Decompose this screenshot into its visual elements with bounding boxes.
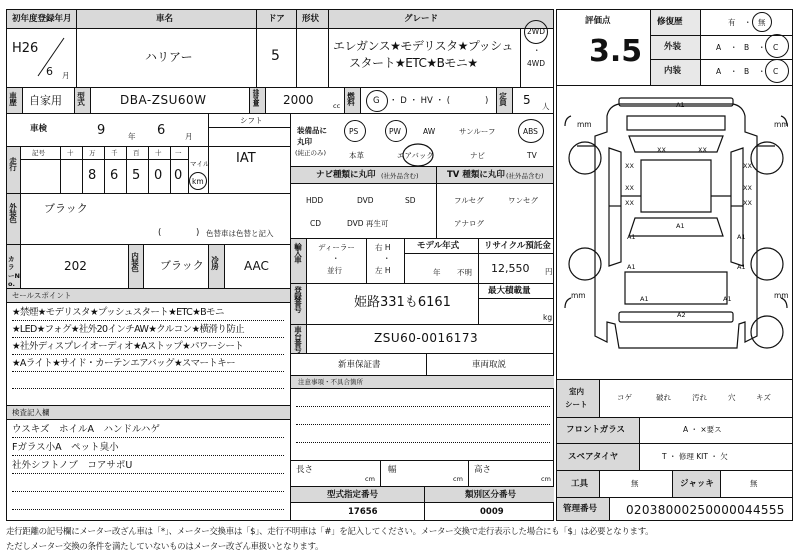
car-name-value: ハリアー — [145, 50, 193, 64]
equip-leather: 本革 — [349, 151, 364, 160]
inspection-year-unit: 年 — [128, 132, 136, 141]
type-no-value: 17656 — [348, 507, 378, 517]
interior-grade-a: A — [716, 67, 722, 76]
height-unit: cm — [541, 475, 551, 483]
grade-line1: エレガンス★モデリスタ★プッシュ — [333, 39, 513, 53]
repair-dot: ・ — [744, 18, 752, 27]
registration-label: 登録番号 — [293, 286, 303, 312]
inspector-note-line: ウスキズ ホイルA ハンドルハゲ — [12, 424, 160, 435]
sales-point-line: ★LED★フォグ★社外20インチAW★クルコン★横滑り防止 — [12, 324, 244, 335]
max-load-unit: kg — [543, 313, 553, 322]
mm-label-fr: mm — [774, 120, 789, 129]
damage-mark: A1 — [723, 295, 732, 303]
exterior-note: 色替車は色替と記入 — [206, 229, 274, 238]
seat-burn: コゲ — [617, 393, 632, 402]
fuel-label: 燃料 — [346, 92, 356, 105]
chassis-label: 車台番号 — [293, 326, 303, 352]
mile-label: マイル — [190, 160, 210, 168]
import-dot-2: ・ — [383, 254, 391, 263]
registration-value: 姫路331も6161 — [354, 295, 451, 310]
interior-seat-label-1: 室内 — [569, 387, 584, 396]
damage-mark: XX — [625, 184, 634, 192]
exterior-color-label: 外装色 — [8, 203, 18, 223]
tv-oneseg: ワンセグ — [508, 196, 538, 205]
shift-value: IAT — [236, 151, 256, 166]
navi-title-note: (社外品含む) — [381, 172, 419, 180]
damage-mark: A1 — [676, 222, 685, 230]
mm-label-rl: mm — [571, 291, 586, 300]
max-load-label: 最大積載量 — [488, 286, 531, 296]
equipment-title-1: 装備品に — [297, 126, 327, 135]
length-unit: cm — [365, 475, 375, 483]
drive-dot: ・ — [533, 46, 541, 55]
interior-seat-label-2: シート — [565, 400, 588, 409]
management-value: 02038000250000044555 — [626, 503, 785, 517]
notes-label: 注意事項・不具合箇所 — [298, 378, 363, 386]
first-reg-label: 初年度登録年月 — [12, 14, 72, 24]
score-label: 評価点 — [585, 16, 611, 26]
import-parallel: 並行 — [327, 266, 342, 275]
interior-color-label: 内装色 — [130, 252, 140, 272]
capacity-value: 5 — [523, 93, 531, 107]
exterior-color-value: ブラック — [44, 202, 88, 215]
fuel-options: ・ D ・ HV ・ ( — [389, 96, 451, 106]
inspection-month: 6 — [157, 123, 166, 138]
equip-navi: ナビ — [470, 151, 485, 160]
drive-4wd: 4WD — [527, 59, 545, 68]
seat-tear: 破れ — [656, 393, 671, 402]
recycle-value: 12,550 — [491, 262, 530, 275]
tv-fullseg: フルセグ — [454, 196, 484, 205]
model-year-unknown: 不明 — [457, 268, 472, 277]
warranty-new-car: 新車保証書 — [338, 360, 381, 370]
first-reg-month-unit: 月 — [62, 71, 70, 80]
damage-mark: A1 — [627, 233, 636, 241]
import-right-h: 右 H — [375, 243, 391, 252]
repair-none: 無 — [758, 18, 766, 27]
damage-mark: A1 — [737, 263, 746, 271]
grade-label: グレード — [404, 14, 439, 24]
class-no-value: 0009 — [480, 507, 504, 517]
fuel-close: ) — [485, 96, 489, 106]
inspector-note-line: Fガラス小A ペット臭小 — [12, 442, 119, 453]
spare-tire-label: スペアタイヤ — [568, 452, 619, 462]
damage-mark: A1 — [676, 101, 685, 109]
model-label: 型式 — [76, 92, 86, 105]
equip-tv: TV — [527, 151, 537, 160]
category-value: 自家用 — [29, 94, 62, 107]
capacity-label: 定員 — [498, 92, 508, 105]
equipment-title-2: 丸印 — [297, 137, 312, 146]
exterior-grade-b: B — [744, 43, 750, 52]
jack-value: 無 — [750, 479, 758, 488]
aircon-label: 冷房 — [210, 256, 220, 269]
category-label: 車歴 — [8, 92, 18, 105]
exterior-grade-label: 外装 — [664, 42, 682, 52]
damage-mark: XX — [625, 199, 634, 207]
tv-analog: アナログ — [454, 219, 484, 228]
height-label: 高さ — [474, 465, 492, 475]
damage-mark: XX — [698, 146, 707, 154]
interior-grade-label: 内装 — [664, 66, 682, 76]
length-label: 長さ — [296, 465, 314, 475]
interior-grade-b: B — [744, 67, 750, 76]
equipment-title-3: (純正のみ) — [295, 149, 327, 157]
displacement-value: 2000 — [283, 93, 314, 107]
import-label: 輸入車 — [293, 243, 303, 263]
navi-dvd: DVD — [357, 196, 374, 205]
damage-mark: XX — [743, 184, 752, 192]
grade-line2: スタート★ETC★Bモニ★ — [349, 56, 478, 70]
jack-label: ジャッキ — [680, 479, 714, 489]
seat-stain: 汚れ — [692, 393, 707, 402]
damage-mark: XX — [657, 146, 666, 154]
mm-label-rr: mm — [774, 291, 789, 300]
first-reg-year: H26 — [12, 41, 39, 56]
capacity-unit: 人 — [542, 102, 550, 111]
tv-title-note: (社外品含む) — [506, 172, 544, 180]
tools-value: 無 — [631, 479, 639, 488]
sales-point-line: ★Aライト★サイド・カーテンエアバッグ★スマートキー — [12, 358, 236, 369]
damage-mark: A1 — [737, 233, 746, 241]
damage-mark: XX — [743, 199, 752, 207]
width-unit: cm — [453, 475, 463, 483]
seat-scratch: キズ — [756, 393, 771, 402]
inspector-notes-label: 検査記入欄 — [12, 408, 50, 417]
repair-have: 有 — [728, 18, 736, 27]
interior-color-value: ブラック — [160, 259, 204, 272]
cc-unit: cc — [333, 102, 341, 110]
fuel-g: G — [373, 96, 380, 106]
score-value: 3.5 — [589, 34, 643, 69]
chassis-value: ZSU60-0016173 — [374, 331, 479, 345]
equip-sunroof: サンルーフ — [459, 127, 496, 136]
exterior-paren-close: ) — [196, 228, 200, 238]
aircon-value: AAC — [244, 259, 269, 273]
spare-tire-value: T ・ 修理 KIT ・ 欠 — [662, 452, 728, 461]
shape-label: 形状 — [302, 14, 320, 24]
import-dealer: ディーラー — [318, 243, 355, 252]
navi-cd: CD — [310, 219, 322, 228]
recycle-label: リサイクル預託金 — [484, 241, 551, 251]
recycle-unit: 円 — [545, 267, 553, 276]
shift-label: シフト — [240, 116, 263, 125]
exterior-grade-c: C — [773, 43, 779, 52]
tv-title: TV 種類に丸印 — [447, 170, 505, 180]
navi-sd: SD — [405, 196, 416, 205]
model-value: DBA-ZSU60W — [120, 93, 207, 107]
km-label: km — [192, 177, 204, 186]
damage-mark: A1 — [640, 295, 649, 303]
equip-aw: AW — [423, 127, 436, 136]
odometer-label: 走行 — [8, 157, 18, 170]
equip-ps: PS — [349, 127, 359, 136]
airbag-circle — [400, 142, 436, 168]
exterior-paren-open: ( — [158, 228, 162, 238]
navi-hdd: HDD — [306, 196, 324, 205]
management-label: 管理番号 — [563, 504, 598, 514]
damage-mark: A2 — [677, 311, 686, 319]
equip-airbag: エアバック — [397, 151, 434, 160]
car-damage-diagram — [557, 86, 793, 378]
first-reg-month: 6 — [46, 65, 53, 78]
front-glass-label: フロントガラス — [566, 425, 625, 435]
warranty-manual: 車両取説 — [472, 360, 507, 370]
import-dot: ・ — [332, 254, 340, 263]
type-no-label: 型式指定番号 — [327, 490, 379, 500]
class-no-label: 類別区分番号 — [465, 490, 517, 500]
damage-mark: A1 — [627, 263, 636, 271]
drive-2wd: 2WD — [527, 27, 545, 36]
sales-points-label: セールスポイント — [12, 291, 72, 300]
footer-note-2: ただしメーター交換の条件を満たしていないものはメーター改ざん車扱いとなります。 — [6, 542, 324, 552]
displacement-label: 排気量 — [251, 89, 260, 106]
inspector-note-line: 社外シフトノブ コアサポU — [12, 460, 133, 471]
inspection-month-unit: 月 — [185, 132, 193, 141]
width-label: 幅 — [388, 465, 397, 475]
equip-abs: ABS — [523, 127, 538, 136]
front-glass-value: A ・ ×要ス — [683, 425, 722, 434]
interior-grade-c: C — [773, 67, 779, 76]
inspection-year: 9 — [97, 123, 106, 138]
navi-dvd-play: DVD 再生可 — [347, 219, 389, 228]
seat-hole: 穴 — [728, 393, 736, 402]
damage-mark: XX — [743, 162, 752, 170]
color-no-value: 202 — [64, 259, 87, 273]
tools-label: 工具 — [571, 479, 589, 489]
footer-note-1: 走行距離の記号欄にメーター改ざん車は「*」、メーター交換車は「$」、走行不明車は「#」を記入してください。メーター交換で走行表示した場合にも「$」は必要となります。 — [6, 527, 654, 537]
car-name-label: 車名 — [156, 14, 174, 24]
door-count: 5 — [271, 48, 280, 64]
navi-title: ナビ種類に丸印 — [316, 170, 376, 180]
inspection-label: 車検 — [30, 124, 48, 134]
damage-mark: XX — [625, 162, 634, 170]
model-year-label: モデル年式 — [417, 241, 460, 251]
exterior-grade-a: A — [716, 43, 722, 52]
color-no-label: カラーNo. — [8, 255, 20, 289]
sales-point-line: ★禁煙★モデリスタ★プッシュスタート★ETC★Bモニ — [12, 307, 224, 318]
sales-point-line: ★社外ディスプレイオーディオ★Aストップ★パワーシート — [12, 341, 244, 352]
import-left-h: 左 H — [375, 266, 391, 275]
mm-label-fl: mm — [577, 120, 592, 129]
model-year-unit: 年 — [433, 268, 441, 277]
repair-label: 修復歴 — [657, 17, 683, 27]
door-label: ドア — [268, 14, 285, 24]
odometer-record-label: 記号 — [32, 149, 45, 157]
equip-pw: PW — [389, 127, 401, 136]
